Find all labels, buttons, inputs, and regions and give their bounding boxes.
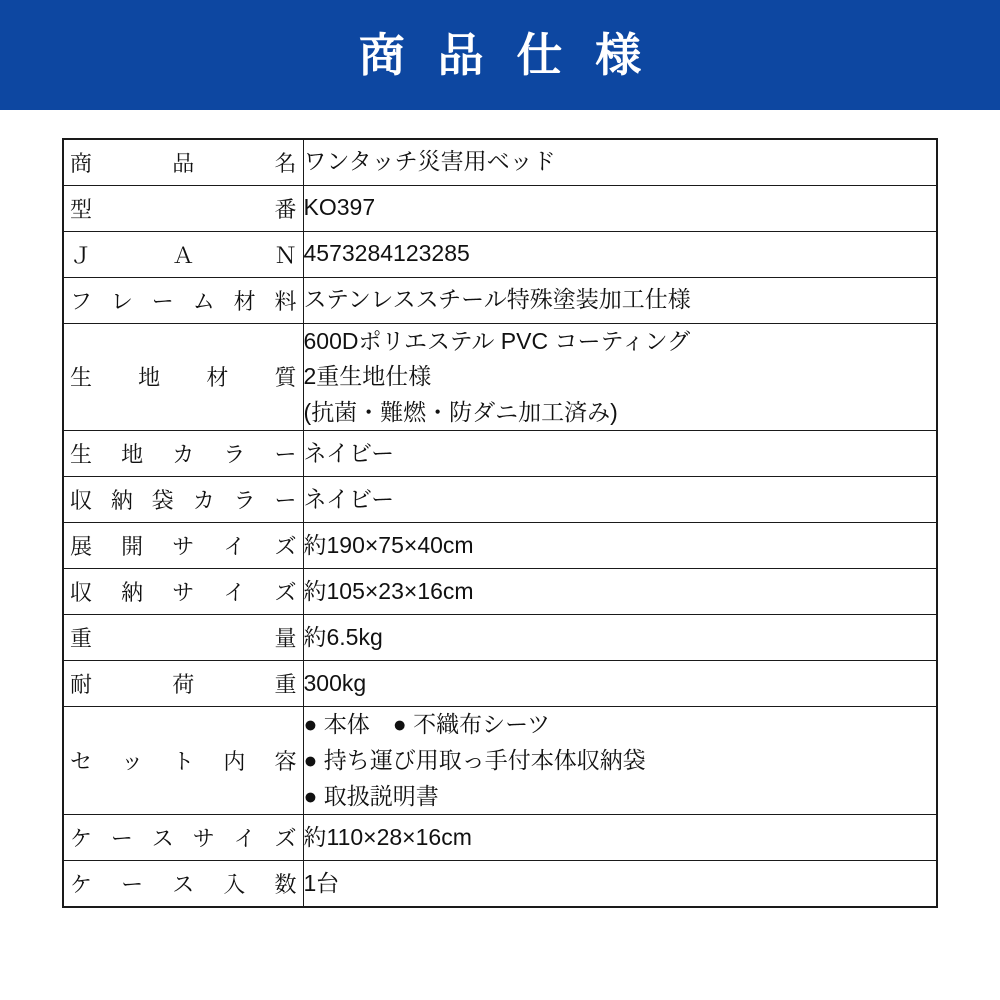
spec-value-line: ● 持ち運び用取っ手付本体収納袋 — [303, 747, 646, 774]
spec-value-line: (抗菌・難燃・防ダニ加工済み) — [303, 398, 618, 425]
table-row — [63, 323, 937, 431]
spec-label-cell — [63, 477, 303, 523]
spec-label-cell — [63, 815, 303, 861]
spec-value-line: 2重生地仕様 — [303, 363, 432, 390]
spec-value-line: 約110×28×16cm — [303, 824, 472, 851]
spec-value-line: ワンタッチ災害用ベッド — [303, 148, 556, 175]
spec-label: フ レ ー ム 材 料 — [70, 288, 297, 314]
spec-label-cell — [63, 569, 303, 615]
spec-label-cell — [63, 139, 303, 185]
spec-label: 耐 荷 重 — [70, 672, 297, 698]
spec-value-cell — [303, 815, 937, 861]
spec-value-cell — [303, 185, 937, 231]
table-row — [63, 661, 937, 707]
page-header — [0, 0, 1000, 110]
spec-label-cell — [63, 523, 303, 569]
spec-value-cell — [303, 615, 937, 661]
spec-value-line: 約105×23×16cm — [303, 578, 474, 605]
spec-label: ケ ー ス 入 数 — [70, 872, 297, 898]
spec-label: 収 納 袋 カ ラ ー — [70, 488, 297, 514]
spec-value-line: ステンレススチール特殊塗装加工仕様 — [303, 286, 691, 313]
spec-label: 商 品 名 — [70, 150, 297, 176]
spec-value-cell — [303, 523, 937, 569]
spec-value-cell — [303, 139, 937, 185]
spec-label-cell — [63, 185, 303, 231]
table-row — [63, 277, 937, 323]
table-row — [63, 815, 937, 861]
spec-value-cell — [303, 231, 937, 277]
spec-value-line: KO397 — [303, 194, 376, 221]
spec-table-container — [0, 110, 1000, 908]
spec-value-cell — [303, 661, 937, 707]
table-row — [63, 523, 937, 569]
spec-value-line: 600Dポリエステル PVC コーティング — [303, 327, 691, 354]
spec-label: 展 開 サ イ ズ — [70, 534, 297, 560]
spec-label-cell — [63, 231, 303, 277]
spec-label: Ｊ Ａ Ｎ — [70, 242, 297, 268]
spec-table-body — [63, 139, 937, 907]
spec-label-cell — [63, 707, 303, 815]
spec-label-cell — [63, 615, 303, 661]
spec-value-line: 約6.5kg — [303, 624, 383, 651]
spec-value-line: ● 取扱説明書 — [303, 782, 439, 809]
spec-label: 生 地 材 質 — [70, 365, 297, 391]
spec-label: ケ ー ス サ イ ズ — [70, 826, 297, 852]
spec-value-cell — [303, 323, 937, 431]
spec-value-line: 約190×75×40cm — [303, 532, 474, 559]
table-row — [63, 707, 937, 815]
spec-label: 生 地 カ ラ ー — [70, 442, 297, 468]
spec-label: セ ッ ト 内 容 — [70, 749, 297, 775]
spec-label-cell — [63, 277, 303, 323]
spec-value-cell — [303, 431, 937, 477]
spec-label: 重 量 — [70, 626, 297, 652]
spec-label: 型 番 — [70, 196, 297, 222]
spec-value-cell — [303, 569, 937, 615]
spec-label-cell — [63, 661, 303, 707]
table-row — [63, 477, 937, 523]
spec-value-line: 4573284123285 — [303, 240, 470, 267]
spec-value-cell — [303, 477, 937, 523]
spec-value-line: ネイビー — [303, 440, 395, 467]
spec-label: 収 納 サ イ ズ — [70, 580, 297, 606]
page-title: 商 品 仕 様 — [358, 29, 652, 81]
table-row — [63, 185, 937, 231]
table-row — [63, 139, 937, 185]
spec-label-cell — [63, 323, 303, 431]
spec-value-line: ● 本体 ● 不織布シーツ — [303, 711, 551, 738]
spec-label-cell — [63, 861, 303, 907]
spec-value-line: 1台 — [303, 869, 340, 896]
spec-value-line: ネイビー — [303, 486, 395, 513]
spec-value-line: 300kg — [303, 670, 367, 697]
product-spec-table — [62, 138, 938, 908]
table-row — [63, 569, 937, 615]
spec-value-cell — [303, 707, 937, 815]
spec-label-cell — [63, 431, 303, 477]
spec-value-cell — [303, 277, 937, 323]
table-row — [63, 431, 937, 477]
spec-value-cell — [303, 861, 937, 907]
table-row — [63, 615, 937, 661]
table-row — [63, 231, 937, 277]
table-row — [63, 861, 937, 907]
